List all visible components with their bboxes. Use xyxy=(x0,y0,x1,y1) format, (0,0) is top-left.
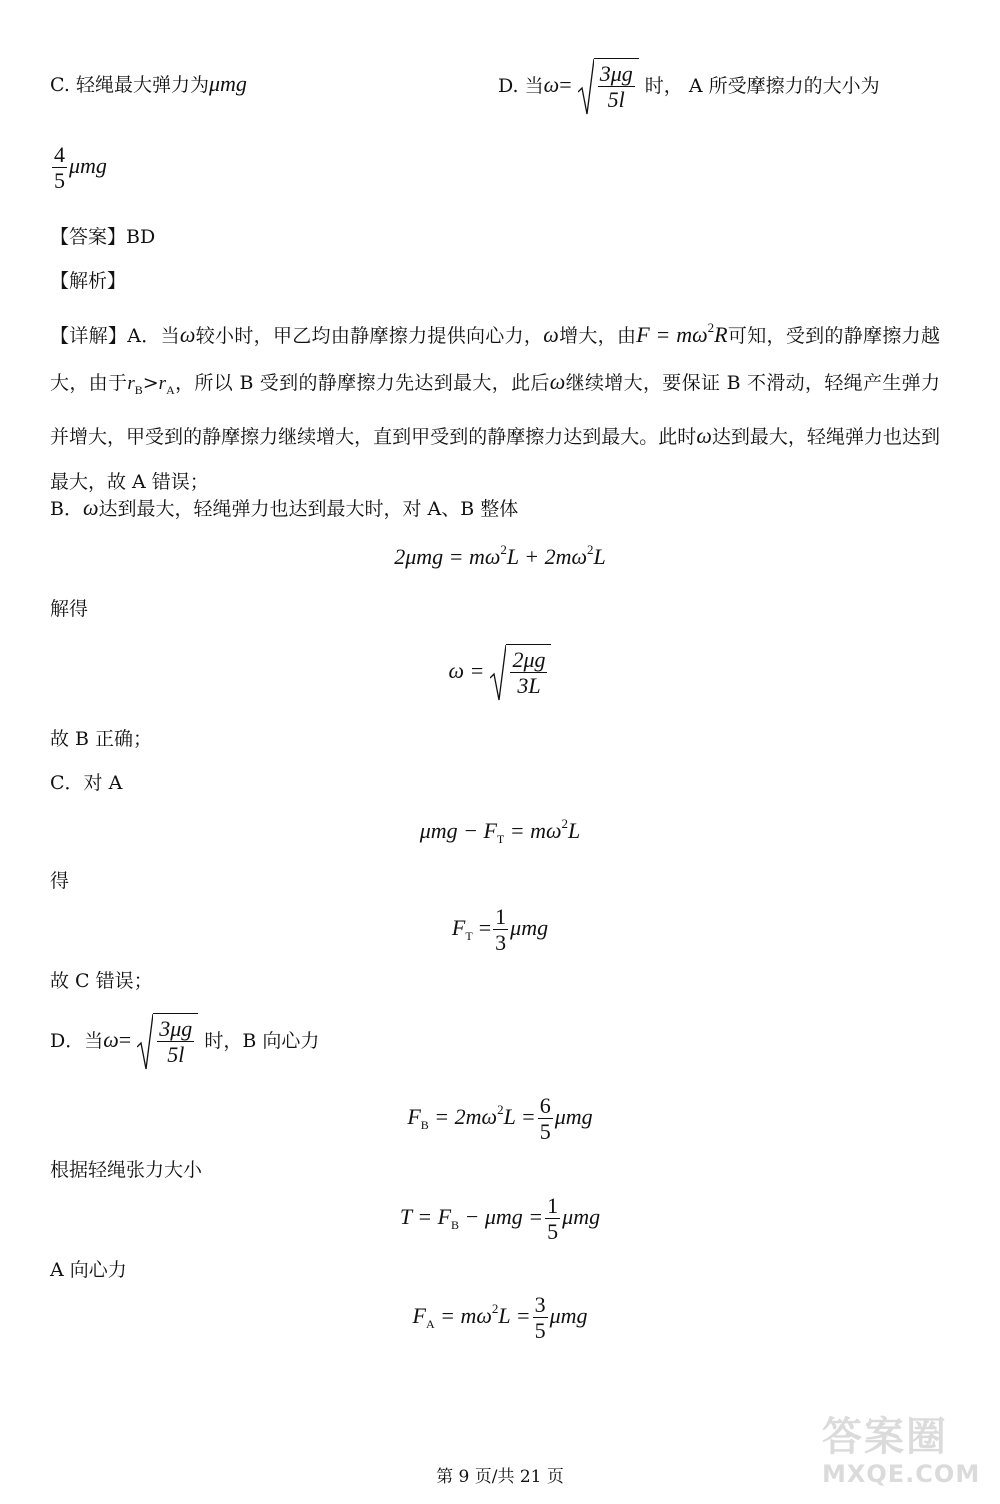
d-sqrt xyxy=(137,1013,198,1071)
c-part-label: C．对 A xyxy=(50,772,123,794)
b-equation-1 xyxy=(0,542,1000,570)
b-eq1-pow2: 2 xyxy=(587,542,594,557)
b-eq2-den: 3L xyxy=(517,673,541,699)
c-conclusion-text: 故 C 错误； xyxy=(50,970,153,992)
c-get-label xyxy=(50,866,69,893)
answer-line xyxy=(50,222,155,249)
c-part-line xyxy=(50,768,122,795)
d-eq2-b: − μmg = xyxy=(459,1203,544,1229)
option-d-cont-expr: μmg xyxy=(69,152,107,178)
b-eq1-end: L xyxy=(593,544,606,569)
option-d-label: D. xyxy=(498,75,519,97)
c-eq1-b: = mω xyxy=(504,818,562,843)
watermark-top-text: 答案圈 xyxy=(822,1414,948,1460)
c-eq1-pow: 2 xyxy=(561,816,569,831)
d-part-label: D．当 xyxy=(50,1030,104,1052)
force-formula xyxy=(636,322,727,347)
option-d-prefix: 当 xyxy=(524,75,544,97)
d-den: 5l xyxy=(167,1042,185,1068)
d-eq3-num: 3 xyxy=(534,1292,546,1317)
c-eq2-eq: = xyxy=(478,914,492,940)
d-eq1-sub: B xyxy=(420,1117,429,1132)
d-eq1-a: F xyxy=(407,1103,421,1129)
detail-a-text: 可知，受到的静摩擦力越大，由于 xyxy=(50,325,940,394)
b-conclusion xyxy=(50,724,152,751)
detail-a-text: 达到最大，轻绳弹力也达到最大，故 A 错误； xyxy=(50,426,940,493)
b-part-label: B． xyxy=(50,498,83,520)
c-eq2-num: 1 xyxy=(495,904,507,929)
d-eq1-den: 5 xyxy=(539,1119,551,1145)
answer-label: 【答案】 xyxy=(50,226,127,248)
d-eq1-c: L = xyxy=(503,1103,536,1129)
b-eq1-expr xyxy=(394,544,606,569)
b-solve-label xyxy=(50,594,88,621)
omega-symbol: ω xyxy=(82,495,99,520)
omega-symbol: ω xyxy=(543,322,559,347)
c-conclusion xyxy=(50,966,153,993)
answer-value: BD xyxy=(126,226,156,248)
c-eq2-den: 3 xyxy=(495,930,507,956)
rb-symbol xyxy=(127,373,143,397)
c-eq1-c: L xyxy=(568,818,581,843)
d-eq3-expr xyxy=(412,1300,531,1331)
ra-sub: A xyxy=(166,383,175,397)
c-eq2-lhs xyxy=(451,914,473,943)
d-eq2-c: μmg xyxy=(562,1203,601,1229)
c-get-text: 得 xyxy=(50,870,70,892)
c-eq1-expr xyxy=(419,816,581,846)
option-d-num: 3μg xyxy=(599,61,633,86)
formula-eq: = mω xyxy=(649,322,708,347)
d-num: 3μg xyxy=(159,1016,193,1041)
omega-symbol: ω xyxy=(179,322,196,347)
b-eq2-num: 2μg xyxy=(512,647,546,672)
detail-a-text: 较小时，甲乙均由静摩擦力提供向心力， xyxy=(195,325,544,347)
c-eq1-a: μmg − F xyxy=(419,818,497,843)
detail-label: 【详解】 xyxy=(50,325,128,347)
d-tension-line xyxy=(50,1155,202,1182)
d-eq2-sub: B xyxy=(451,1217,460,1232)
watermark-logo xyxy=(822,1414,981,1498)
c-eq2-sub: T xyxy=(465,928,473,943)
d-eq1-expr xyxy=(407,1101,536,1132)
formula-lhs: F xyxy=(636,322,650,347)
b-eq1-mid: L + 2mω xyxy=(506,544,588,569)
b-eq2-sqrt xyxy=(490,644,551,702)
c-eq2-c: μmg xyxy=(510,914,549,940)
d-eq-sign: = xyxy=(118,1027,132,1052)
c-equation-2 xyxy=(0,904,1000,956)
option-d-cont-num: 4 xyxy=(54,142,65,167)
option-c xyxy=(50,70,247,97)
option-d-eq: = xyxy=(559,72,572,97)
d-a-line xyxy=(50,1255,127,1282)
b-eq2-lhs: ω = xyxy=(448,658,485,683)
detail-paragraph-a xyxy=(50,305,940,505)
option-d-omega: ω xyxy=(543,72,560,97)
d-part-line xyxy=(50,1013,319,1071)
option-d-cont-den: 5 xyxy=(54,168,65,194)
option-c-text: 轻绳最大弹力为 xyxy=(75,74,209,96)
b-solve-text: 解得 xyxy=(50,598,89,620)
b-eq1-a: 2μmg = mω xyxy=(394,544,501,569)
d-eq3-a: F xyxy=(412,1302,426,1328)
d-eq2-expr xyxy=(399,1203,544,1232)
formula-pow: 2 xyxy=(707,320,715,335)
detail-a-text: 继续增大，要保证 B 不滑动，轻绳产生弹力并增大，甲受到的静摩擦力继续增大，直到甲受到的静摩擦力达到最大。此时 xyxy=(50,372,940,448)
detail-a-text: ，所以 B 受到的静摩擦力先达到最大，此后 xyxy=(174,372,550,394)
d-eq1-b: = 2mω xyxy=(428,1103,498,1129)
c-equation-1 xyxy=(0,816,1000,847)
option-c-label: C. xyxy=(50,74,70,96)
d-eq3-b: = mω xyxy=(434,1302,492,1328)
option-d-suffix: 时， A 所受摩擦力的大小为 xyxy=(644,75,880,97)
option-d xyxy=(498,58,880,116)
d-eq3-pow: 2 xyxy=(491,1300,499,1316)
watermark-bottom-text: MXQE.COM xyxy=(822,1460,981,1488)
option-c-expr: μmg xyxy=(208,71,247,96)
analysis-label: 【解析】 xyxy=(50,270,127,292)
b-part-text: 达到最大，轻绳弹力也达到最大时，对 A、B 整体 xyxy=(98,498,519,520)
b-equation-2 xyxy=(0,644,1000,702)
d-equation-2 xyxy=(0,1193,1000,1245)
omega-symbol: ω xyxy=(549,369,566,394)
d-eq2-a: T = F xyxy=(399,1203,452,1229)
ra-letter: r xyxy=(158,373,167,394)
rb-letter: r xyxy=(127,373,135,394)
omega-symbol: ω xyxy=(103,1027,119,1052)
d-eq1-d: μmg xyxy=(554,1103,593,1129)
option-d-den: 5l xyxy=(607,87,625,113)
d-eq2-den: 5 xyxy=(547,1219,559,1245)
d-eq1-pow: 2 xyxy=(497,1101,504,1117)
b-eq1-pow: 2 xyxy=(500,542,507,557)
detail-a-intro: A．当 xyxy=(127,325,180,347)
c-eq2-a: F xyxy=(451,914,466,940)
page-number: 第 9 页/共 21 页 xyxy=(436,1467,564,1487)
option-d-continued xyxy=(50,142,107,194)
d-equation-1 xyxy=(0,1093,1000,1145)
d-eq3-den: 5 xyxy=(534,1318,546,1344)
c-eq1-sub: T xyxy=(496,832,505,846)
d-part-text: 时，B 向心力 xyxy=(204,1030,320,1052)
omega-symbol: ω xyxy=(696,423,712,448)
detail-a-text: 增大，由 xyxy=(558,325,637,347)
d-a-text: A 向心力 xyxy=(50,1259,127,1281)
d-tension-text: 根据轻绳张力大小 xyxy=(50,1159,203,1181)
b-part-line xyxy=(50,494,518,521)
option-d-sqrt xyxy=(578,58,639,116)
d-equation-3 xyxy=(0,1292,1000,1344)
d-eq3-d: μmg xyxy=(549,1302,588,1328)
formula-rhs: R xyxy=(714,322,728,347)
d-eq3-sub: A xyxy=(425,1316,435,1331)
gt-sign: > xyxy=(142,372,159,394)
b-conclusion-text: 故 B 正确； xyxy=(50,728,153,750)
d-eq3-c: L = xyxy=(498,1302,531,1328)
d-eq2-num: 1 xyxy=(547,1193,559,1218)
rb-sub: B xyxy=(134,383,143,397)
ra-symbol xyxy=(158,373,175,397)
d-eq1-num: 6 xyxy=(539,1093,551,1118)
analysis-line xyxy=(50,266,126,293)
